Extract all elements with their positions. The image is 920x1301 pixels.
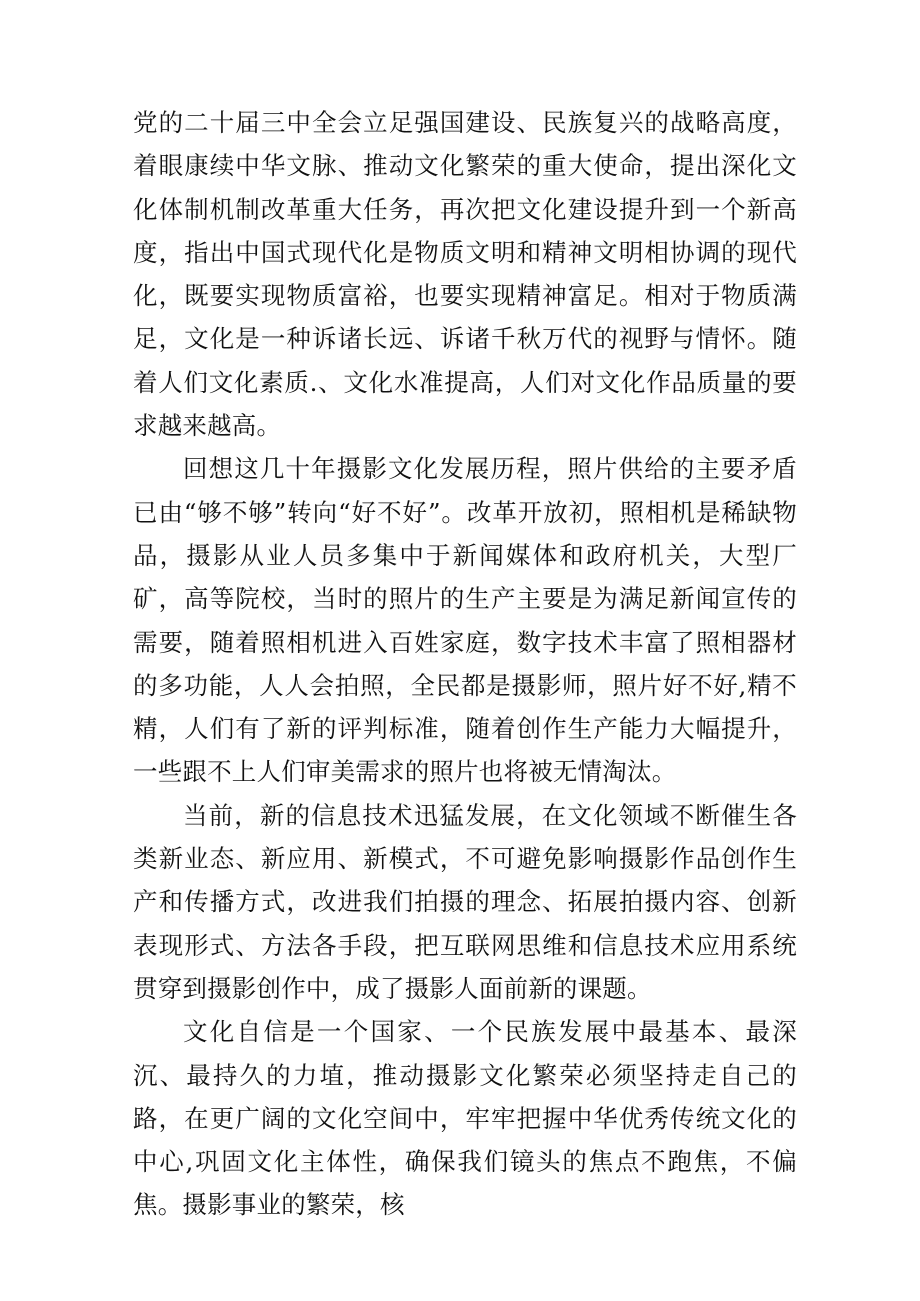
paragraph-2: 回想这几十年摄影文化发展历程，照片供给的主要矛盾已由“够不够”转向“好不好”。改革开放初，照相机是稀缺物品，摄影从业人员多集中于新闻媒体和政府机关，大型厂矿，高等院校，当时的照片的生产主要是为满足新闻宣传的需要，随着照相机进入百姓家庭，数字技术丰富了照相器材的多功能，人人会拍照，全民都是摄影师，照片好不好,精不精，人们有了新的评判标准，随着创作生产能力大幅提升，一些跟不上人们审美需求的照片也将被无情淘汰。: [133, 454, 797, 787]
document-body: [133, 101, 797, 1227]
paragraph-4: 文化自信是一个国家、一个民族发展中最基本、最深沉、最持久的力埴，推动摄影文化繁荣必须坚持走自己的路，在更广阔的文化空间中，牢牢把握中华优秀传统文化的中心,巩固文化主体性，确保我们镜头的焦点不跑焦，不偏焦。摄影事业的繁荣，核: [133, 1017, 797, 1220]
paragraph-3: 当前，新的信息技术迅猛发展，在文化领域不断催生各类新业态、新应用、新模式，不可避免影响摄影作品创作生产和传播方式，改进我们拍摄的理念、拓展拍摄内容、创新表现形式、方法各手段，把互联网思维和信息技术应用系统贯穿到摄影创作中，成了摄影人面前新的课题。: [133, 800, 797, 1003]
paragraph-1: 党的二十届三中全会立足强国建设、民族复兴的战略高度，着眼康续中华文脉、推动文化繁荣的重大使命，提出深化文化体制机制改革重大任务，再次把文化建设提升到一个新高度，指出中国式现代化是物质文明和精神文明相协调的现代化，既要实现物质富裕，也要实现精神富足。相对于物质满足，文化是一种诉诸长远、诉诸千秋万代的视野与情怀。随着人们文化素质.、文化水准提高，人们对文化作品质量的要求越来越高。: [133, 108, 797, 441]
